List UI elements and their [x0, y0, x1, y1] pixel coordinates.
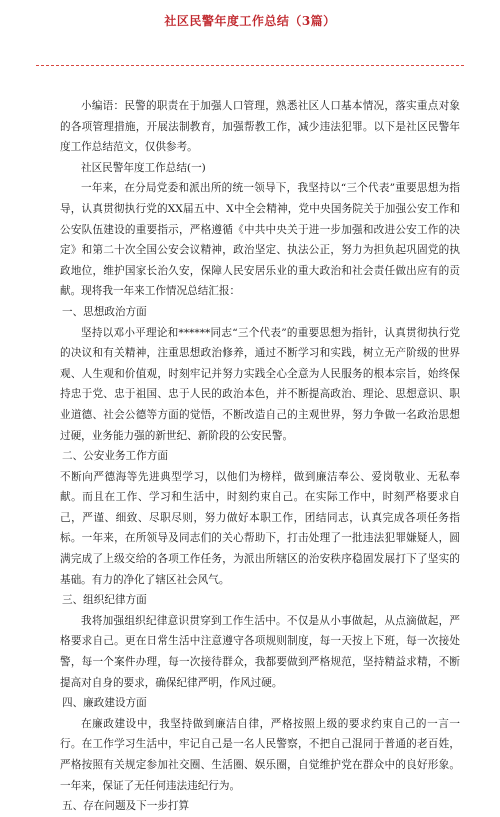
section-heading: 一、思想政治方面: [62, 305, 147, 318]
body-paragraph: 坚持以邓小平理论和******同志“三个代表”的重要思想为指针，认真贯彻执行党的决议和有关精神，注重思想政治修养，通过不断学习和实践，树立无产阶级的世界观、人生观和价值观，时刻牢记并努力实践全心全意为人民服务的根本宗旨，始终保持忠于党、忠于祖国、忠于人民的政治本色，并不断提高政治、理论、思想意识、职业道德、社会公德等方面的觉悟，不断改造自己的主观世界，努力争做一名政治思想过硬，业务能力强的新世纪、新阶段的公安民警。: [60, 326, 460, 442]
title-divider: [36, 65, 464, 66]
section-heading: 三、组织纪律方面: [62, 594, 147, 607]
intro-paragraph: 小编语：民警的职责在于加强人口管理，熟悉社区人口基本情况，落实重点对象的各项管理措施，开展法制教育，加强帮教工作，减少违法犯罪。以下是社区民警年度工作总结范文，仅供参考。: [60, 100, 460, 154]
section-heading: 五、存在问题及下一步打算: [62, 800, 190, 813]
section-heading: 四、廉政建设方面: [62, 697, 147, 710]
body-paragraph: 在廉政建设中，我坚持做到廉洁自律，严格按照上级的要求约束自己的一言一行。在工作学习生活中，牢记自己是一名人民警察，不把自己混同于普通的老百姓，严格按照有关规定参加社交圈、生活圈、娱乐圈，自觉维护党在群众中的良好形象。一年来，保证了无任何违法违纪行为。: [60, 717, 460, 792]
document-body: [60, 96, 460, 817]
section-title: 社区民警年度工作总结(一): [81, 161, 206, 174]
body-paragraph: 不断向严德海等先进典型学习，以他们为榜样，做到廉洁奉公、爱岗敬业、无私奉献。而且在工作、学习和生活中，时刻约束自己。在实际工作中，时刻严格要求自己，严谨、细致、尽职尽则，努力做好本职工作，团结同志，认真完成各项任务指标。一年来，在所领导及同志们的关心帮助下，打击处理了一批违法犯罪嫌疑人，圆满完成了上级交给的各项工作任务，为派出所辖区的治安秩序稳固发展打下了坚实的基础。有力的净化了辖区社会风气。: [60, 470, 460, 586]
document-title: 社区民警年度工作总结（3篇）: [164, 14, 336, 28]
body-paragraph: 一年来，在分局党委和派出所的统一领导下，我坚持以“三个代表”重要思想为指导，认真贯彻执行党的XX届五中、X中全会精神，党中央国务院关于加强公安工作和公安队伍建设的重要指示，严格遵循《中共中央关于进一步加强和改进公安工作的决定》和第二十次全国公安会议精神，政治坚定、执法公正，努力为担负起巩固党的执政地位，维护国家长治久安，保障人民安居乐业的重大政治和社会责任做出应有的贡献。现将我一年来工作情况总结汇报：: [60, 182, 460, 298]
section-heading: 二、公安业务工作方面: [62, 450, 168, 463]
body-paragraph: 我将加强组织纪律意识贯穿到工作生活中。不仅是从小事做起，从点滴做起，严格要求自己。更在日常生活中注意遵守各项规则制度，每一天按上下班，每一次接处警，每一个案件办理，每一次接待群众，我都要做到严格规范，坚持精益求精，不断提高对自身的要求，确保纪律严明，作风过硬。: [60, 614, 460, 689]
